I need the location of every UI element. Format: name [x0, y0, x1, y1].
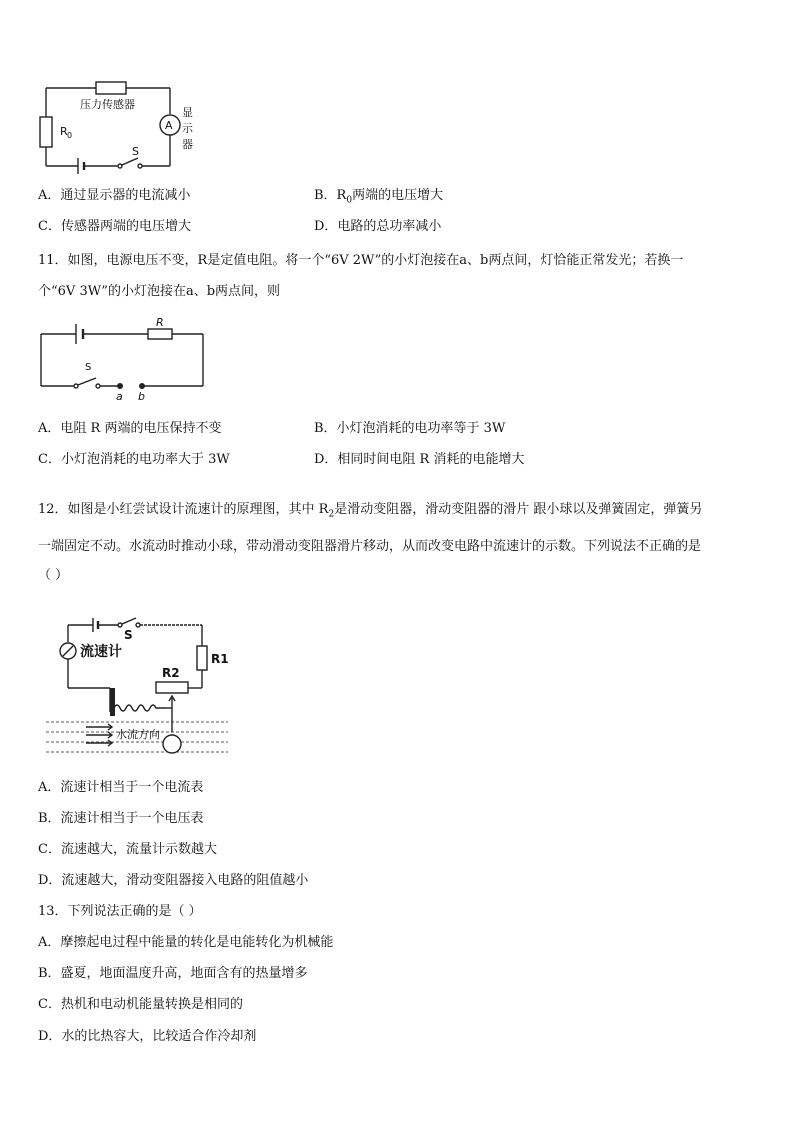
- r0-label: R: [60, 125, 68, 138]
- q11-option-c: C．小灯泡消耗的电功率大于 3W: [38, 452, 230, 467]
- s-label: S: [124, 628, 133, 642]
- q13-option-a: A．摩擦起电过程中能量的转化是电能转化为机械能: [38, 935, 334, 950]
- q12-option-c: C．流速越大，流量计示数越大: [38, 842, 217, 857]
- a-label: a: [116, 390, 123, 403]
- q11-stem-line-1: 11．如图，电源电压不变，R是定值电阻。将一个“6V 2W”的小灯泡接在a、b两点间，灯恰能正常发光；若换一: [38, 253, 684, 268]
- q12-flowmeter-diagram: [38, 610, 238, 760]
- q12-stem-line-2: 一端固定不动。水流动时推动小球，带动滑动变阻器滑片移动，从而改变电路中流速计的示数。下列说法不正确的是: [38, 539, 702, 554]
- pressure-sensor-resistor: [96, 82, 126, 94]
- r0-label-subscript: 0: [67, 131, 73, 140]
- r1-resistor: [197, 646, 207, 670]
- switch-blade: [122, 618, 136, 624]
- r-resistor: [148, 329, 172, 339]
- s-label: S: [85, 362, 92, 373]
- sensor-label: 压力传感器: [80, 98, 135, 111]
- q10-option-c: C．传感器两端的电压增大: [38, 219, 191, 234]
- spring: [114, 705, 166, 711]
- q11-circuit-diagram: [38, 318, 208, 404]
- display-label-char-1: 显: [182, 106, 193, 119]
- q11-option-d: D．相同时间电阻 R 消耗的电能增大: [314, 452, 525, 467]
- flow-direction-label: 水流方向: [116, 728, 160, 741]
- r0-resistor: [40, 117, 52, 147]
- q10-circuit-diagram: [40, 78, 200, 178]
- ammeter-label: A: [165, 119, 173, 132]
- q11-option-a: A．电阻 R 两端的电压保持不变: [38, 421, 222, 436]
- q12-stem-line-1: 12．如图是小红尝试设计流速计的原理图，其中 $R_2$是滑动变阻器，滑动变阻器的滑片 跟小球以及弹簧固定，弹簧另: [38, 502, 703, 520]
- q13-option-b: B．盛夏，地面温度升高，地面含有的热量增多: [38, 966, 308, 981]
- q11-stem-line-2: 个“6V 3W”的小灯泡接在a、b两点间，则: [38, 284, 281, 299]
- fixed-wall: [110, 688, 115, 716]
- q12-option-a: A．流速计相当于一个电流表: [38, 780, 204, 795]
- q12-stem-line-3: （ ）: [38, 568, 69, 583]
- display-label-char-3: 器: [182, 138, 193, 151]
- q12-option-d: D．流速越大，滑动变阻器接入电路的阻值越小: [38, 873, 309, 888]
- switch-blade: [78, 378, 96, 385]
- q11-option-b: B．小灯泡消耗的电功率等于 3W: [314, 421, 506, 436]
- r2-label: R2: [162, 666, 180, 680]
- q12-option-b: B．流速计相当于一个电压表: [38, 811, 204, 826]
- q13-stem: 13．下列说法正确的是（ ）: [38, 904, 202, 919]
- r-label: R: [156, 316, 164, 329]
- flowmeter-label: 流速计: [80, 644, 122, 660]
- q13-option-c: C．热机和电动机能量转换是相同的: [38, 997, 243, 1012]
- q10-option-a: A．通过显示器的电流减小: [38, 188, 191, 203]
- r1-label: R1: [211, 652, 229, 666]
- terminal-b: [139, 383, 145, 389]
- switch-blade: [122, 158, 138, 165]
- q13-option-d: D．水的比热容大，比较适合作冷却剂: [38, 1029, 257, 1044]
- b-label: b: [138, 390, 145, 403]
- switch-label: S: [132, 145, 139, 158]
- display-label-char-2: 示: [182, 122, 193, 135]
- q10-option-b: B．$R_0$两端的电压增大: [314, 188, 444, 206]
- r2-rheostat: [156, 682, 188, 693]
- ball: [163, 735, 181, 753]
- terminal-a: [117, 383, 123, 389]
- q10-option-d: D．电路的总功率减小: [314, 219, 442, 234]
